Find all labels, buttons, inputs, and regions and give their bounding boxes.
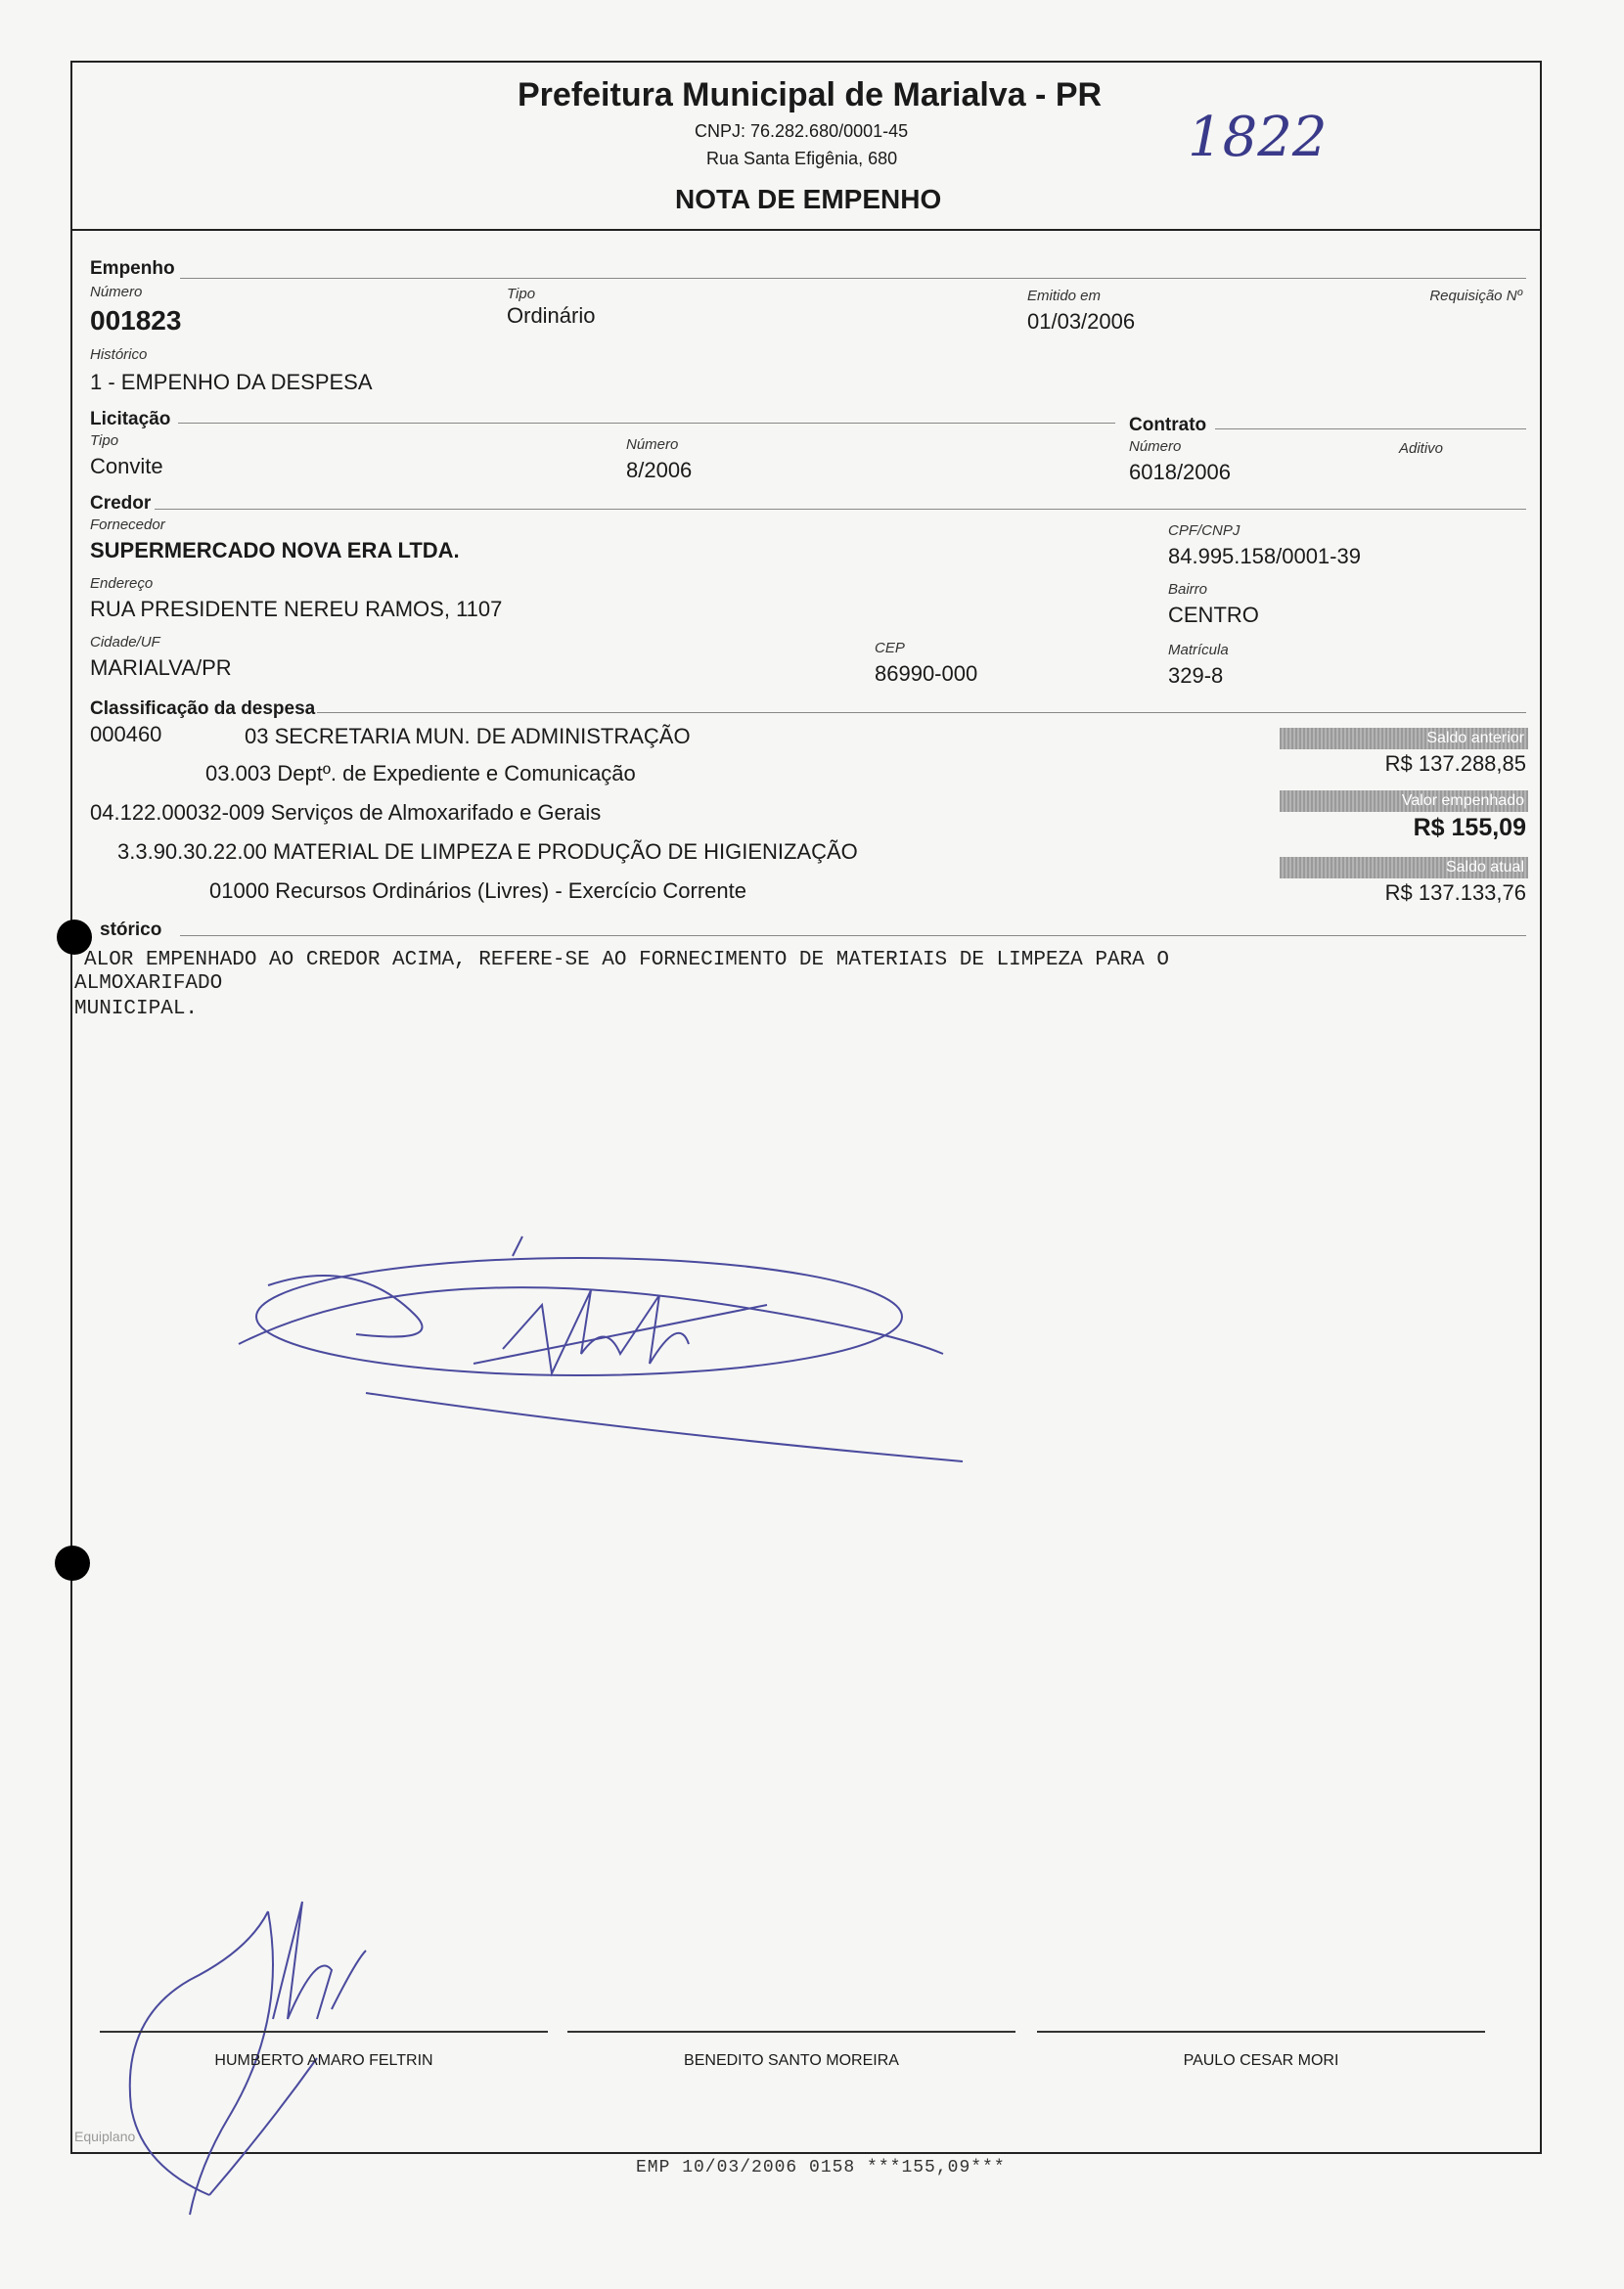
saldo-anterior-label: Saldo anterior [1280,728,1528,749]
header-divider [72,229,1540,231]
licitacao-tipo-label: Tipo [90,432,119,449]
software-watermark: Equiplano [74,2129,136,2144]
cep-label: CEP [875,640,905,656]
handwritten-number: 1822 [1188,106,1328,169]
doc-title: NOTA DE EMPENHO [675,184,942,214]
historico-line-0: ALOR EMPENHADO AO CREDOR ACIMA, REFERE-SE AO FORNECIMENTO DE MATERIAIS DE LIMPEZA PARA O [84,949,1169,971]
saldo-anterior: R$ 137.288,85 [1384,751,1526,776]
requisicao-label: Requisição Nº [1429,288,1522,304]
bairro: CENTRO [1168,603,1259,627]
section-credor: Credor [90,493,152,514]
valor-empenhado-label: Valor empenhado [1280,790,1528,812]
endereco-label: Endereço [90,575,154,592]
signature-name-1: HUMBERTO AMARO FELTRIN [214,2052,433,2069]
rule-licitacao [178,423,1115,424]
signature-name-3: PAULO CESAR MORI [1183,2052,1339,2069]
footer-stamp: EMP 10/03/2006 0158 ***155,09*** [636,2158,1006,2177]
section-contrato: Contrato [1129,415,1207,435]
historico-short: 1 - EMPENHO DA DESPESA [90,370,373,394]
bairro-label: Bairro [1168,581,1208,598]
section-licitacao: Licitação [90,409,171,429]
cnpj: CNPJ: 76.282.680/0001-45 [695,121,909,141]
rule-classificacao [317,712,1526,713]
contrato-numero: 6018/2006 [1129,460,1231,484]
licitacao-tipo: Convite [90,454,163,478]
punch-hole-top [57,920,92,955]
rule-historico [180,935,1526,936]
class-line-2: 03.003 Deptº. de Expediente e Comunicação [205,761,636,785]
emitido-label: Emitido em [1027,288,1102,304]
empenho-numero: 001823 [90,305,182,336]
cpf-label: CPF/CNPJ [1168,522,1241,539]
empenho-tipo-label: Tipo [507,286,536,302]
emitido-date: 01/03/2006 [1027,309,1136,334]
empenho-tipo: Ordinário [507,303,596,328]
class-line-0: 000460 [90,722,162,746]
section-historico: stórico [100,920,162,940]
class-line-5: 01000 Recursos Ordinários (Livres) - Exercício Corrente [209,878,746,903]
cep: 86990-000 [875,661,978,686]
saldo-atual: R$ 137.133,76 [1384,880,1526,905]
class-line-3: 04.122.00032-009 Serviços de Almoxarifado e Gerais [90,800,602,825]
matricula-label: Matrícula [1168,642,1229,658]
cidade: MARIALVA/PR [90,655,232,680]
contrato-numero-label: Número [1129,438,1182,455]
licitacao-numero-label: Número [626,436,679,453]
signature-scribble-main [219,1197,1002,1491]
address: Rua Santa Efigênia, 680 [706,149,898,168]
licitacao-numero: 8/2006 [626,458,693,482]
signature-name-2: BENEDITO SANTO MOREIRA [684,2052,899,2069]
cidade-label: Cidade/UF [90,634,160,651]
valor-empenhado: R$ 155,09 [1413,814,1526,841]
aditivo-label: Aditivo [1399,440,1444,457]
rule-credor [155,509,1526,510]
fornecedor-label: Fornecedor [90,516,165,533]
endereco: RUA PRESIDENTE NEREU RAMOS, 1107 [90,597,503,621]
class-line-4: 3.3.90.30.22.00 MATERIAL DE LIMPEZA E PRODUÇÃO DE HIGIENIZAÇÃO [117,839,858,864]
signature-line-3 [1037,2031,1485,2033]
empenho-numero-label: Número [90,284,143,300]
cpf-cnpj: 84.995.158/0001-39 [1168,544,1361,568]
historico-line-2: MUNICIPAL. [74,998,199,1020]
historico-short-label: Histórico [90,346,148,363]
punch-hole-bottom [55,1546,90,1581]
org-title: Prefeitura Municipal de Marialva - PR [518,76,1103,113]
document-frame [70,61,1542,2154]
rule-contrato [1215,428,1526,429]
signature-line-1 [100,2031,548,2033]
signature-scribble-lower [121,1872,415,2224]
matricula: 329-8 [1168,663,1224,688]
signature-line-2 [567,2031,1015,2033]
section-empenho: Empenho [90,258,175,279]
fornecedor: SUPERMERCADO NOVA ERA LTDA. [90,538,460,562]
rule-empenho [180,278,1526,279]
saldo-atual-label: Saldo atual [1280,857,1528,878]
historico-line-1: ALMOXARIFADO [74,972,223,995]
section-classificacao: Classificação da despesa [90,698,316,719]
class-line-1: 03 SECRETARIA MUN. DE ADMINISTRAÇÃO [245,724,691,748]
